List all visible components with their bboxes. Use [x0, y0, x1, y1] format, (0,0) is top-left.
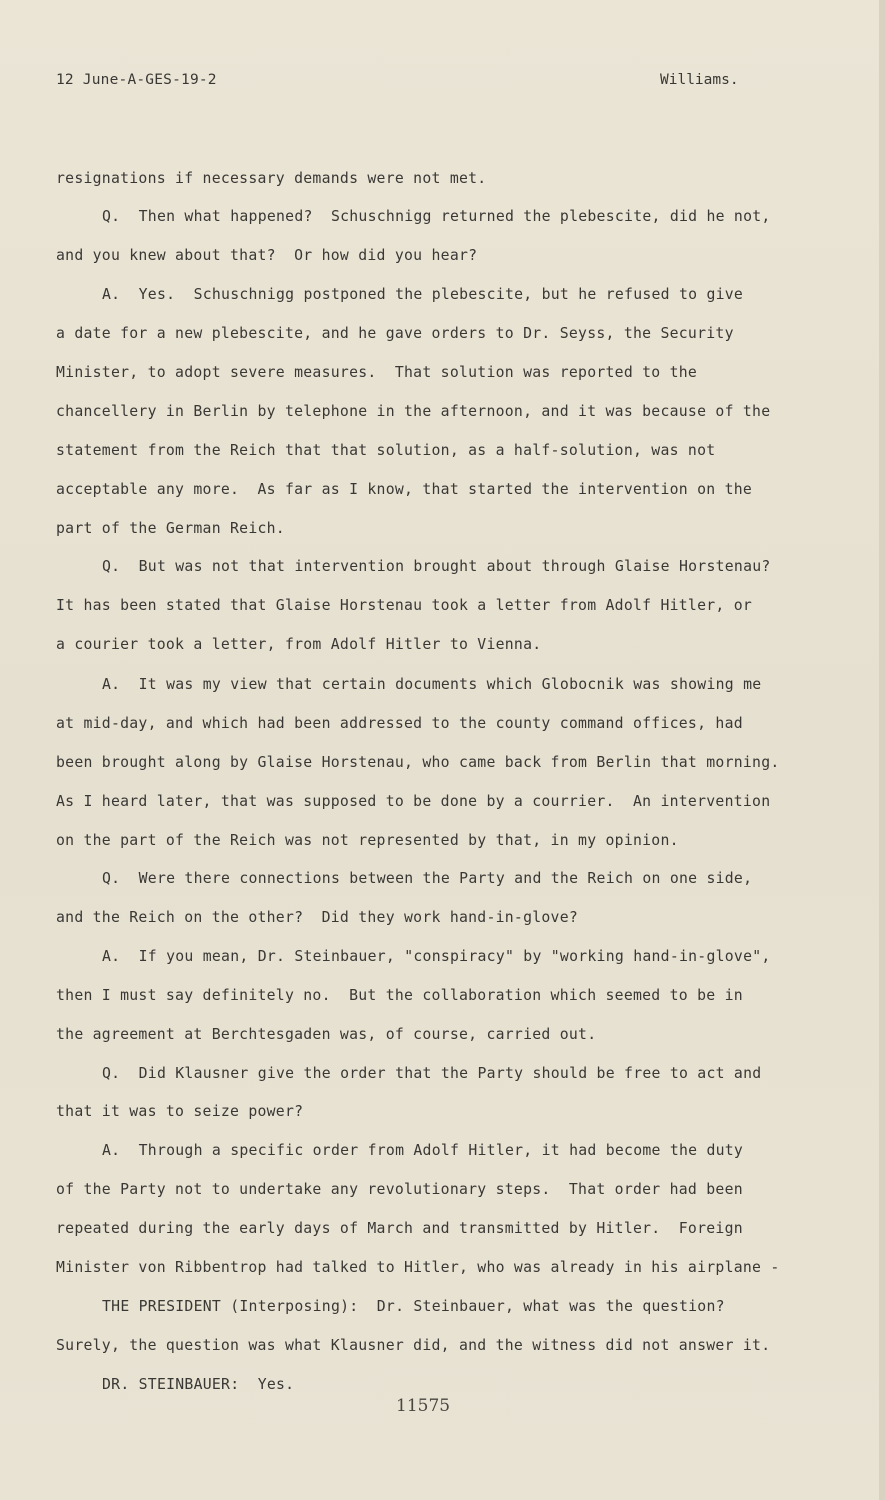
transcript-line: then I must say definitely no. But the collaboration which seemed to be in: [56, 987, 743, 1004]
transcript-line: Minister von Ribbentrop had talked to Hitler, who was already in his airplane -: [56, 1259, 780, 1276]
transcript-line: and the Reich on the other? Did they work hand-in-glove?: [56, 909, 579, 926]
transcript-line: A. Yes. Schuschnigg postponed the plebescite, but he refused to give: [102, 286, 744, 303]
transcript-line: A. It was my view that certain documents which Globocnik was showing me: [102, 676, 762, 693]
page-edge: [879, 0, 885, 1500]
transcript-line: a date for a new plebescite, and he gave orders to Dr. Seyss, the Security: [56, 325, 734, 342]
transcript-line: been brought along by Glaise Horstenau, who came back from Berlin that morning.: [56, 754, 780, 771]
transcript-line: repeated during the early days of March and transmitted by Hitler. Foreign: [56, 1220, 743, 1237]
transcript-line: A. If you mean, Dr. Steinbauer, "conspiracy" by "working hand-in-glove",: [102, 948, 771, 965]
transcript-line: Q. Then what happened? Schuschnigg returned the plebescite, did he not,: [102, 208, 771, 225]
transcript-line: acceptable any more. As far as I know, that started the intervention on the: [56, 481, 753, 498]
page-number: 11575: [396, 1396, 451, 1416]
transcript-line: Q. Did Klausner give the order that the Party should be free to act and: [102, 1065, 762, 1082]
transcript-line: of the Party not to undertake any revolutionary steps. That order had been: [56, 1181, 743, 1198]
transcript-line: chancellery in Berlin by telephone in the afternoon, and it was because of the: [56, 403, 771, 420]
transcript-line: DR. STEINBAUER: Yes.: [102, 1376, 295, 1393]
transcript-line: As I heard later, that was supposed to be done by a courrier. An intervention: [56, 793, 771, 810]
transcript-line: statement from the Reich that that solution, as a half-solution, was not: [56, 442, 716, 459]
transcript-line: Surely, the question was what Klausner did, and the witness did not answer it.: [56, 1337, 771, 1354]
transcript-line: part of the German Reich.: [56, 520, 285, 537]
transcript-line: at mid-day, and which had been addressed to the county command offices, had: [56, 715, 743, 732]
transcript-line: THE PRESIDENT (Interposing): Dr. Steinbauer, what was the question?: [102, 1298, 725, 1315]
transcript-line: A. Through a specific order from Adolf Hitler, it had become the duty: [102, 1142, 744, 1159]
transcript-line: Minister, to adopt severe measures. That solution was reported to the: [56, 364, 698, 381]
transcript-line: Q. But was not that intervention brought about through Glaise Horstenau?: [102, 558, 771, 575]
header-reference: 12 June-A-GES-19-2: [56, 72, 217, 88]
transcript-line: It has been stated that Glaise Horstenau took a letter from Adolf Hitler, or: [56, 597, 753, 614]
transcript-line: and you knew about that? Or how did you hear?: [56, 247, 478, 264]
transcript-line: a courier took a letter, from Adolf Hitler to Vienna.: [56, 636, 542, 653]
transcript-line: Q. Were there connections between the Party and the Reich on one side,: [102, 870, 753, 887]
transcript-line: resignations if necessary demands were not met.: [56, 170, 487, 187]
transcript-line: on the part of the Reich was not represented by that, in my opinion.: [56, 832, 679, 849]
transcript-line: the agreement at Berchtesgaden was, of course, carried out.: [56, 1026, 597, 1043]
header-witness-name: Williams.: [660, 72, 739, 88]
transcript-line: that it was to seize power?: [56, 1103, 304, 1120]
